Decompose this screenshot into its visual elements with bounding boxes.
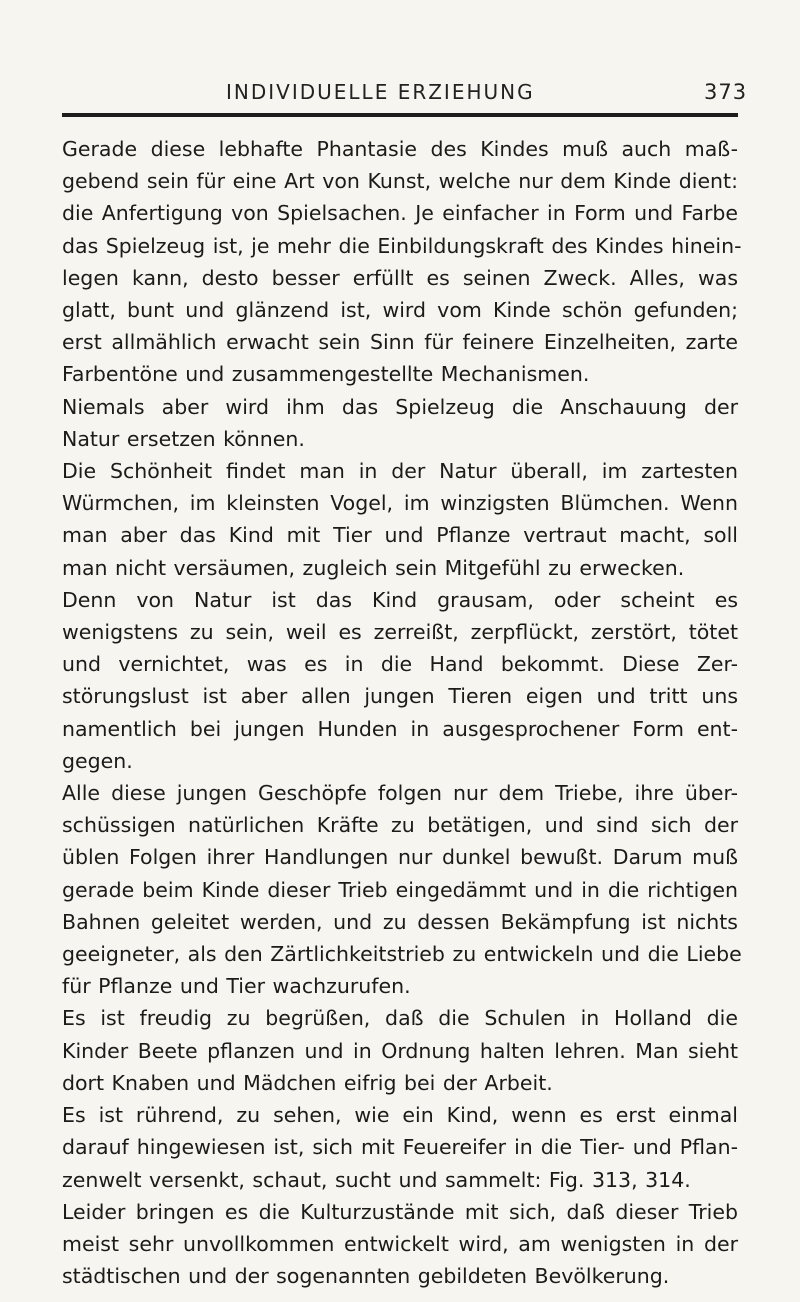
text-line: Würmchen, im kleinsten Vogel, im winzigsten Blümchen. Wenn bbox=[62, 491, 738, 516]
text-line: Es ist rührend, zu sehen, wie ein Kind, wenn es erst einmal bbox=[62, 1103, 738, 1128]
text-line: üblen Folgen ihrer Handlungen nur dunkel bewußt. Darum muß bbox=[62, 845, 738, 870]
text-line: Kinder Beete pflanzen und in Ordnung halten lehren. Man sieht bbox=[62, 1038, 738, 1063]
text-line: erst allmählich erwacht sein Sinn für feinere Einzelheiten, zarte bbox=[62, 330, 738, 355]
paragraph bbox=[62, 1099, 738, 1196]
text-line: man aber das Kind mit Tier und Pflanze vertraut macht, soll bbox=[62, 523, 738, 548]
text-line: Denn von Natur ist das Kind grausam, oder scheint es bbox=[62, 587, 738, 612]
body-text bbox=[62, 133, 742, 1292]
text-line: die Anfertigung von Spielsachen. Je einfacher in Form und Farbe bbox=[62, 201, 738, 226]
text-line: dort Knaben und Mädchen eifrig bei der Arbeit. bbox=[62, 1070, 553, 1095]
text-line: das Spielzeug ist, je mehr die Einbildungskraft des Kindes hinein- bbox=[62, 233, 742, 258]
page-number: 373 bbox=[704, 80, 748, 104]
text-line: Die Schönheit findet man in der Natur überall, im zartesten bbox=[62, 459, 738, 484]
running-head bbox=[0, 80, 800, 110]
paragraph bbox=[62, 1196, 738, 1293]
text-line: meist sehr unvollkommen entwickelt wird, am wenigsten in der bbox=[62, 1231, 738, 1256]
text-line: geeigneter, als den Zärtlichkeitstrieb zu entwickeln und die Liebe bbox=[62, 942, 742, 967]
text-line: legen kann, desto besser erfüllt es seinen Zweck. Alles, was bbox=[62, 265, 738, 290]
paragraph bbox=[62, 391, 738, 455]
text-line: für Pflanze und Tier wachzurufen. bbox=[62, 974, 411, 999]
running-title: INDIVIDUELLE ERZIEHUNG bbox=[226, 80, 535, 104]
text-line: Bahnen geleitet werden, und zu dessen Bekämpfung ist nichts bbox=[62, 909, 738, 934]
text-line: Leider bringen es die Kulturzustände mit sich, daß dieser Trieb bbox=[62, 1199, 738, 1224]
paragraph bbox=[62, 777, 742, 1002]
text-line: störungslust ist aber allen jungen Tieren eigen und tritt uns bbox=[62, 684, 738, 709]
text-line: namentlich bei jungen Hunden in ausgesprochener Form ent- bbox=[62, 716, 738, 741]
text-line: schüssigen natürlichen Kräfte zu betätigen, und sind sich der bbox=[62, 813, 738, 838]
paragraph bbox=[62, 455, 738, 584]
text-line: glatt, bunt und glänzend ist, wird vom Kinde schön gefunden; bbox=[62, 298, 738, 323]
text-line: darauf hingewiesen ist, sich mit Feuereifer in die Tier- und Pflan- bbox=[62, 1135, 738, 1160]
text-line: Natur ersetzen können. bbox=[62, 426, 305, 451]
text-line: Farbentöne und zusammengestellte Mechanismen. bbox=[62, 362, 590, 387]
paragraph bbox=[62, 133, 742, 391]
text-line: Es ist freudig zu begrüßen, daß die Schulen in Holland die bbox=[62, 1006, 738, 1031]
text-line: man nicht versäumen, zugleich sein Mitgefühl zu erwecken. bbox=[62, 555, 685, 580]
text-line: und vernichtet, was es in die Hand bekommt. Diese Zer- bbox=[62, 652, 738, 677]
text-line: städtischen und der sogenannten gebildeten Bevölkerung. bbox=[62, 1264, 670, 1289]
text-line: gebend sein für eine Art von Kunst, welche nur dem Kinde dient: bbox=[62, 169, 738, 194]
text-line: gegen. bbox=[62, 748, 133, 773]
header-rule bbox=[62, 113, 738, 117]
text-line: Gerade diese lebhafte Phantasie des Kindes muß auch maß- bbox=[62, 137, 738, 161]
text-line: Alle diese jungen Geschöpfe folgen nur dem Triebe, ihre über- bbox=[62, 781, 738, 806]
text-line: Niemals aber wird ihm das Spielzeug die Anschauung der bbox=[62, 394, 738, 419]
text-line: gerade beim Kinde dieser Trieb eingedämmt und in die richtigen bbox=[62, 877, 738, 902]
paragraph bbox=[62, 584, 738, 777]
text-line: wenigstens zu sein, weil es zerreißt, zerpflückt, zerstört, tötet bbox=[62, 620, 738, 645]
paragraph bbox=[62, 1002, 738, 1099]
text-line: zenwelt versenkt, schaut, sucht und sammelt: Fig. 313, 314. bbox=[62, 1167, 691, 1192]
